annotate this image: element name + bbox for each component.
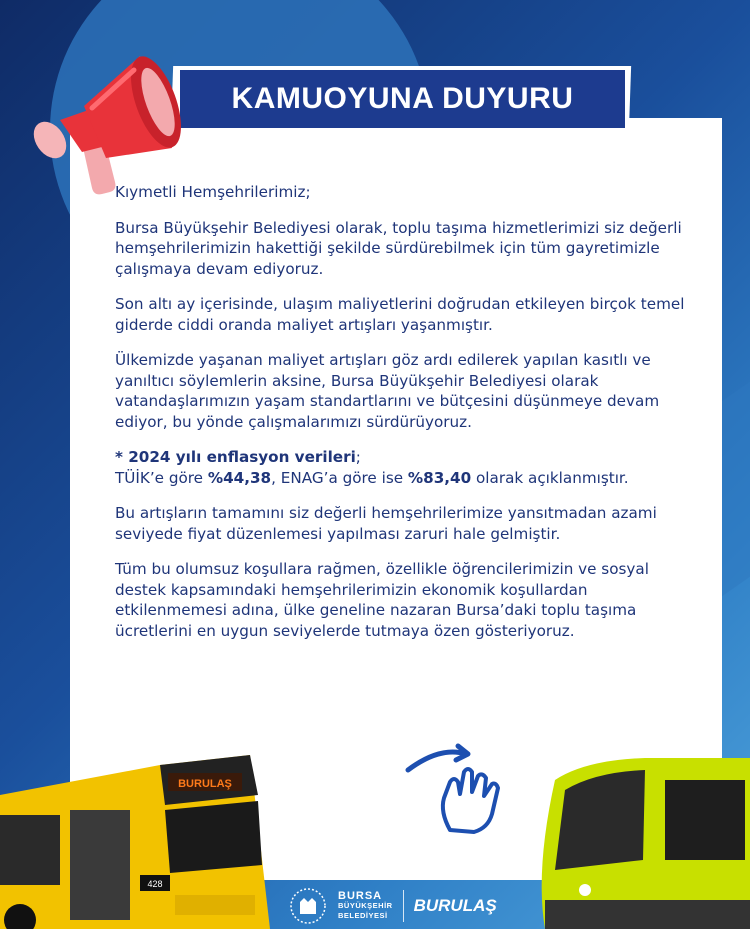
greeting: Kıymetli Hemşehrilerimiz; — [115, 183, 311, 201]
bursa-emblem-icon — [288, 886, 328, 926]
bus-number: 428 — [147, 879, 163, 889]
bus-destination-sign: BURULAŞ — [178, 778, 232, 790]
inflation-title: * 2024 yılı enflasyon verileri — [115, 448, 356, 466]
title-banner — [180, 70, 625, 128]
inflation-enag-value: %83,40 — [407, 468, 472, 487]
inflation-tuik-label: TÜİK’e göre — [115, 468, 208, 487]
paragraph-2: Son altı ay içerisinde, ulaşım maliyetlerini doğrudan etkileyen birçok temel giderde ciddi oranda maliyet artışları yaşanmıştır. — [115, 295, 685, 334]
megaphone-icon — [22, 48, 192, 198]
inflation-tail: olarak açıklanmıştır. — [471, 468, 629, 487]
tram-illustration — [525, 750, 750, 929]
footer-logos — [288, 884, 528, 928]
inflation-block — [115, 447, 695, 488]
swipe-hand-icon — [400, 742, 515, 837]
bus-illustration — [0, 755, 270, 929]
bursa-logo-text: BURSA BÜYÜKŞEHİR BELEDİYESİ — [338, 890, 393, 920]
inflation-semicolon: ; — [355, 448, 361, 466]
announcement-body — [115, 182, 695, 656]
inflation-tuik-value: %44,38 — [207, 468, 272, 487]
burulas-logo: BURULAŞ — [413, 896, 497, 915]
paragraph-3: Ülkemizde yaşanan maliyet artışları göz ardı edilerek yapılan kasıtlı ve yanıltıcı söylemlerin aksine, Bursa Büyükşehir Belediyesi olarak vatandaşlarımızın yaşam standartlarını ve bütçesini düşünmeye devam ediyor, bu yönde çalışmalarımızı sürdürüyoruz. — [115, 351, 660, 431]
inflation-enag-label: , ENAG’a göre ise — [271, 468, 408, 487]
page-title: KAMUOYUNA DUYURU — [231, 82, 574, 115]
logo-divider — [403, 890, 404, 922]
paragraph-6: Tüm bu olumsuz koşullara rağmen, özellikle öğrencilerimizin ve sosyal destek kapsamındaki hemşehrilerimizin ekonomik koşullardan etkilenmemesi adına, ülke geneline nazaran Bursa’daki toplu taşıma ücretlerini en uygun seviyelerde tutmaya özen gösteriyoruz. — [115, 560, 649, 640]
paragraph-1: Bursa Büyükşehir Belediyesi olarak, toplu taşıma hizmetlerimizi siz değerli hemşehrilerimizin hakettiği şekilde sürdürebilmek için tüm gayretimizle çalışmaya devam ediyoruz. — [115, 218, 682, 278]
paragraph-5: Bu artışların tamamını siz değerli hemşehrilerimize yansıtmadan azami seviyede fiyat düzenlemesi yapılması zaruri hale gelmiştir. — [115, 504, 657, 543]
